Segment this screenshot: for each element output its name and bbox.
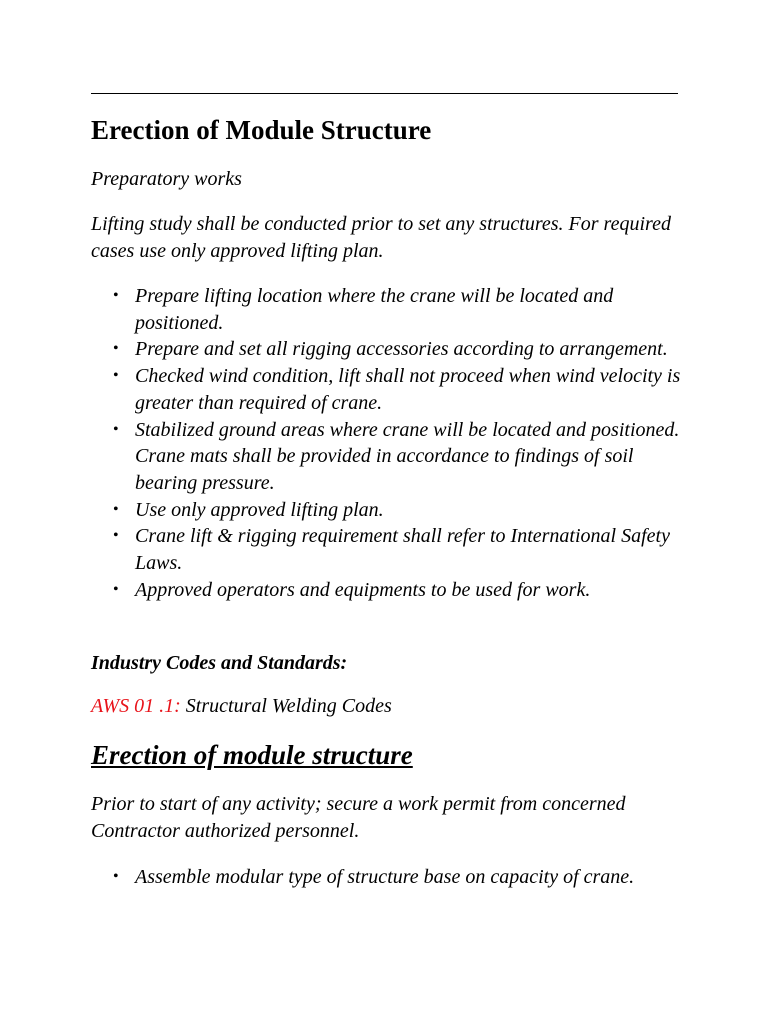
bullet-icon: • <box>113 580 119 598</box>
list-item <box>91 577 681 604</box>
document-title: Erection of Module Structure <box>91 115 432 145</box>
list-item <box>91 417 681 497</box>
intro-paragraph: Lifting study shall be conducted prior to set any structures. For required cases use only approved lifting plan. <box>91 213 671 262</box>
list-item-text: Prepare lifting location where the crane will be located and positioned. <box>135 285 614 334</box>
aws-code: AWS 01 .1: <box>91 695 181 717</box>
list-item-text: Approved operators and equipments to be used for work. <box>135 578 591 601</box>
preparatory-bullet-list <box>91 283 681 603</box>
list-item <box>91 864 681 891</box>
list-item-text: Stabilized ground areas where crane will be located and positioned. Crane mats shall be provided in accordance to findings of soil bearing pressure. <box>135 418 680 494</box>
aws-description: Structural Welding Codes <box>185 695 392 717</box>
bullet-icon: • <box>113 500 119 518</box>
section-bullet-list <box>91 864 681 891</box>
list-item <box>91 363 681 416</box>
bullet-icon: • <box>113 527 119 545</box>
list-item-text: Use only approved lifting plan. <box>135 498 384 521</box>
subheading: Preparatory works <box>91 168 242 190</box>
list-item-text: Crane lift & rigging requirement shall refer to International Safety Laws. <box>135 525 670 575</box>
bullet-icon: • <box>113 420 119 438</box>
list-item <box>91 497 681 524</box>
list-item <box>91 523 681 576</box>
list-item-text: Checked wind condition, lift shall not proceed when wind velocity is greater than required of crane. <box>135 365 681 414</box>
codes-heading: Industry Codes and Standards: <box>91 652 348 674</box>
list-item <box>91 336 681 363</box>
list-item-text: Prepare and set all rigging accessories according to arrangement. <box>135 338 668 361</box>
bullet-icon: • <box>113 367 119 385</box>
list-item-text: Assemble modular type of structure base on capacity of crane. <box>135 866 635 888</box>
top-divider <box>91 93 678 94</box>
aws-standard-line <box>91 693 392 720</box>
bullet-icon: • <box>113 868 119 885</box>
bullet-icon: • <box>113 287 119 304</box>
bullet-icon: • <box>113 340 119 358</box>
section-intro-paragraph: Prior to start of any activity; secure a work permit from concerned Contractor authorized personnel. <box>91 793 626 842</box>
section-title: Erection of module structure <box>91 740 413 770</box>
list-item <box>91 283 681 336</box>
